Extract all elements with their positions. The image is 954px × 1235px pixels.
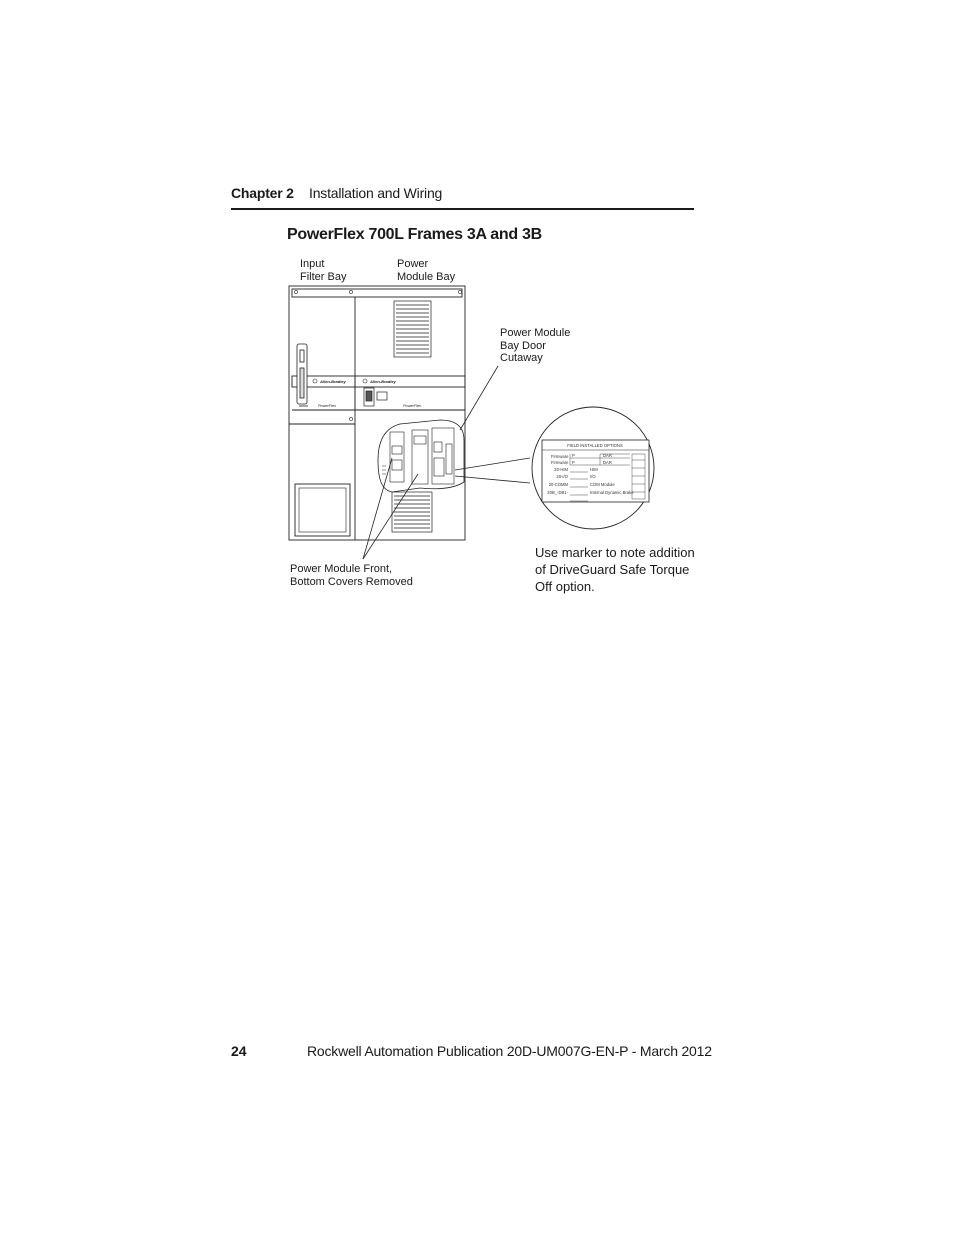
cabinet-screws [294,290,461,420]
callout-power-module-bay: Power Module Bay [397,258,456,283]
brand-label-left: Allen-Bradley [320,379,346,384]
filter-bay-window [295,484,350,536]
opt-row-1-left: Firmware [551,460,569,465]
bottom-vent-grille [392,492,432,532]
opt-row-1-right: DAR [603,460,612,465]
opt-row-3-left: 20-I/O [556,474,568,479]
chapter-label: Chapter 2 [231,185,294,201]
page-number: 24 [231,1043,247,1059]
door-handle [297,344,308,406]
door-cutaway [378,420,464,492]
opt-row-4-right: COM Module [590,482,615,487]
section-title: PowerFlex 700L Frames 3A and 3B [287,226,542,243]
leader-front-1 [363,458,392,559]
opt-row-1-mid: P [572,460,575,465]
top-vent-grille [394,301,431,357]
driveguard-note: Use marker to note addition of DriveGuard Safe Torque Off option. [535,545,695,594]
opt-row-3-right: I/O [590,474,596,479]
opt-row-5-right: Internal Dynamic Brake [590,490,634,495]
opt-row-4-left: 20-COMM [548,482,568,487]
opt-row-2-right: HIM [590,467,598,472]
chapter-title: Installation and Wiring [309,185,443,201]
options-label-title: FIELD INSTALLED OPTIONS [567,443,623,448]
leader-cutaway [460,366,498,430]
product-label-right: PowerFlex [403,404,421,408]
options-label-zoom [532,407,654,529]
callout-front-covers-removed: Power Module Front, Bottom Covers Removed [290,563,413,588]
leader-zoom-bottom [455,476,530,483]
publication-line: Rockwell Automation Publication 20D-UM007G-EN-P - March 2012 [307,1043,712,1059]
product-label-left: PowerFlex [318,404,336,408]
opt-row-2-left: 20-HIM [554,467,568,472]
callout-input-filter-bay: Input Filter Bay [300,258,347,283]
opt-row-0-mid: P [572,453,575,458]
brand-label-right: Allen-Bradley [370,379,396,384]
him-keypad [364,388,387,406]
opt-row-0-left: Firmware [551,454,569,459]
cabinet-top-trim [292,289,462,297]
opt-row-5-left: 20B_-DB1- [547,490,568,495]
leader-zoom-top [455,458,530,470]
callout-door-cutaway: Power Module Bay Door Cutaway [500,327,571,364]
opt-row-0-right: DAR [603,453,612,458]
